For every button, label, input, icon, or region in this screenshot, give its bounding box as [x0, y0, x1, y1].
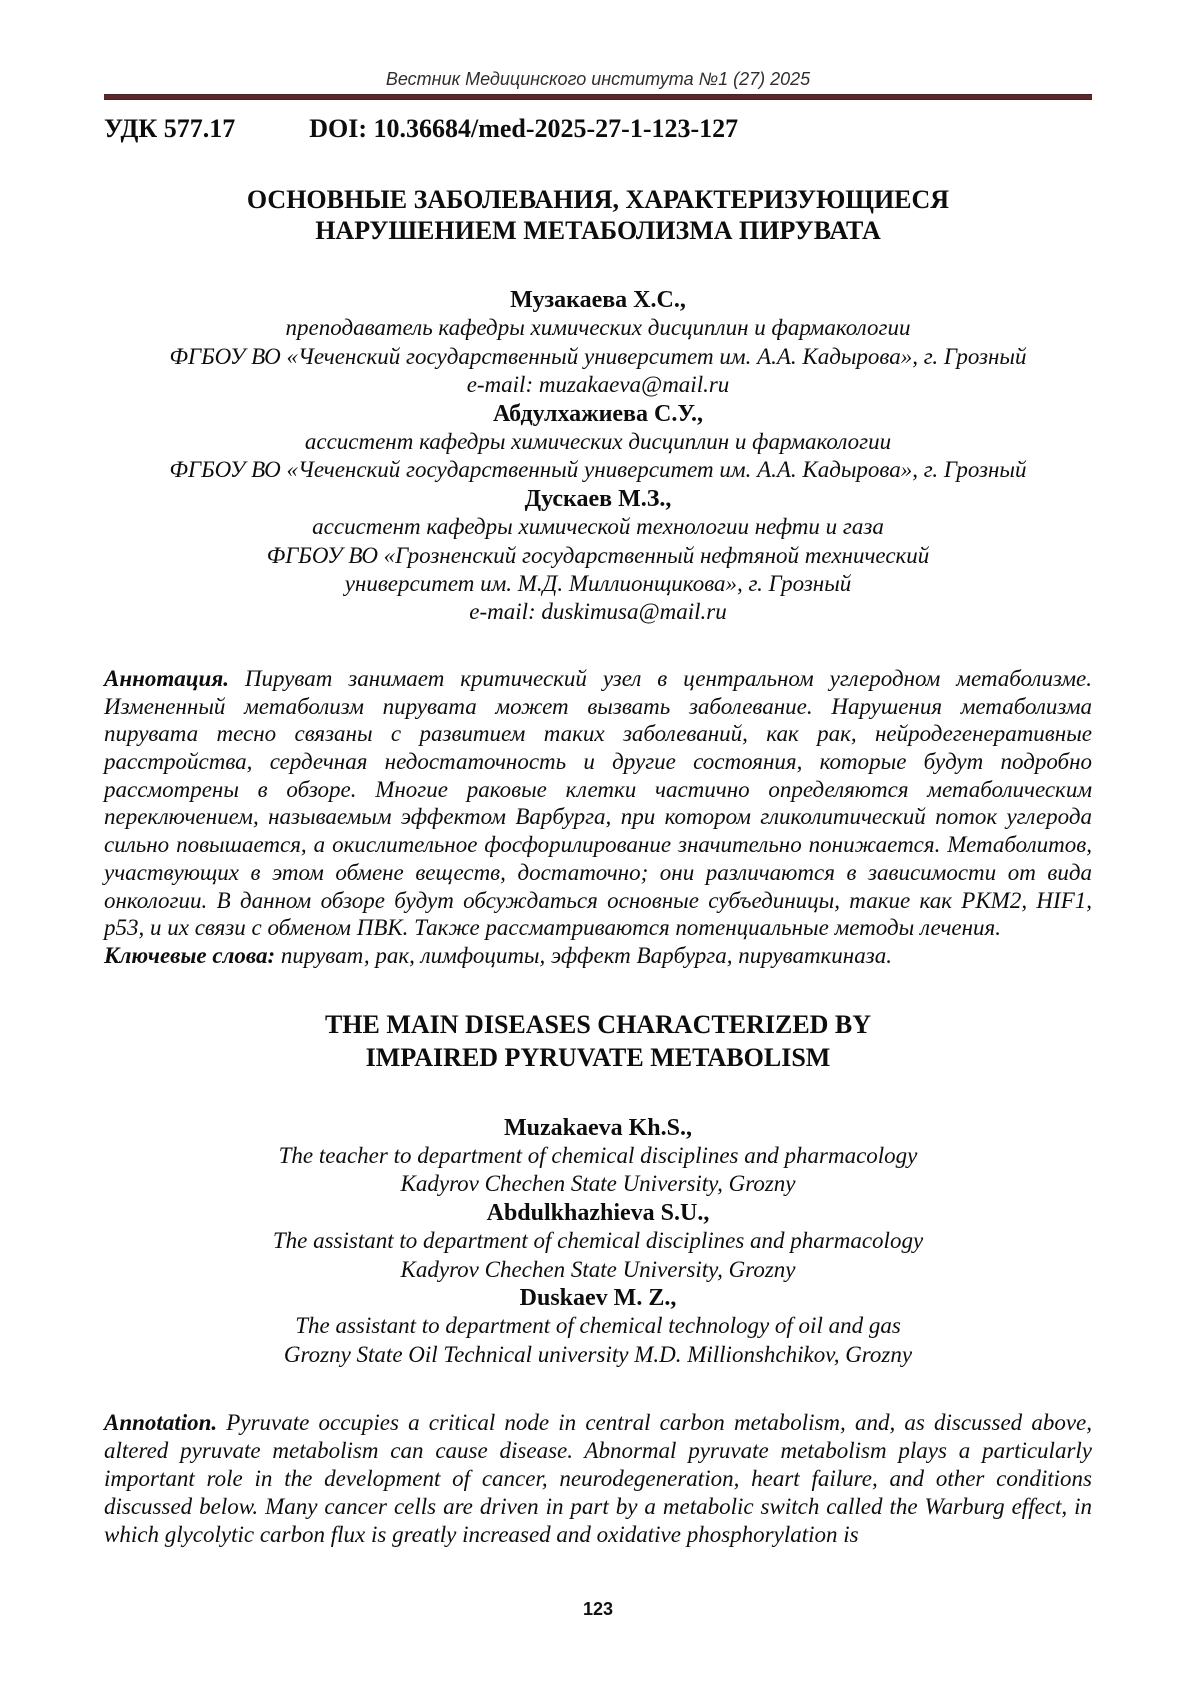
keywords-ru-text: пируват, рак, лимфоциты, эффект Варбурга, пируваткиназа.	[275, 942, 892, 968]
author-name: Abdulkhazhieva S.U.,	[486, 1199, 710, 1226]
author-affiliation: ФГБОУ ВО «Грозненский государственный нефтяной технический	[266, 542, 930, 568]
page-number: 123	[582, 1599, 614, 1619]
author-name: Duskaev M. Z.,	[519, 1285, 677, 1312]
author-affiliation: университет им. М.Д. Миллионщикова», г. Грозный	[344, 571, 852, 597]
keywords-ru	[104, 942, 1092, 970]
abstract-ru-label: Аннотация.	[104, 665, 229, 691]
author-name: Muzakaeva Kh.S.,	[503, 1114, 692, 1141]
author-position: The teacher to department of chemical disciplines and pharmacology	[278, 1143, 918, 1169]
author-affiliation: ФГБОУ ВО «Чеченский государственный университет им. А.А. Кадырова», г. Грозный	[169, 343, 1027, 369]
author-position: The assistant to department of chemical technology of oil and gas	[295, 1313, 901, 1339]
article-title-ru-line1: ОСНОВНЫЕ ЗАБОЛЕВАНИЯ, ХАРАКТЕРИЗУЮЩИЕСЯ	[246, 185, 950, 214]
article-title-ru-line2: НАРУШЕНИЕМ МЕТАБОЛИЗМА ПИРУВАТА	[315, 216, 881, 245]
article-title-en	[104, 1008, 1092, 1074]
journal-header: Вестник Медицинского института №1 (27) 2025	[385, 69, 811, 89]
author-name: Дускаев М.З.,	[524, 485, 672, 512]
doi-label: DOI: 10.36684/med-2025-27-1-123-127	[309, 114, 739, 143]
author-email: e-mail: muzakaeva@mail.ru	[466, 372, 730, 398]
article-title-en-line2: IMPAIRED PYRUVATE METABOLISM	[365, 1042, 831, 1072]
authors-en	[104, 1114, 1092, 1370]
header-rule	[104, 94, 1092, 100]
author-position: ассистент кафедры химических дисциплин и фармакологии	[304, 429, 892, 455]
abstract-en-label: Annotation.	[104, 1410, 218, 1436]
article-title-en-line1: THE MAIN DISEASES CHARACTERIZED BY	[324, 1009, 872, 1039]
author-position: The assistant to department of chemical disciplines and pharmacology	[272, 1228, 924, 1254]
author-name: Музакаева Х.С.,	[510, 287, 686, 313]
keywords-ru-label: Ключевые слова:	[104, 942, 276, 968]
abstract-ru-text: Пируват занимает критический узел в центральном углеродном метаболизме. Измененный метаболизм пирувата может вызвать заболевание. Нарушения метаболизма пирувата тесно связаны с развитием таких заболеваний, как рак, нейродегенеративные расстройства, сердечная недостаточность и другие состояния, которые будут подробно рассмотрены в обзоре. Многие раковые клетки частично определяются метаболическим переключением, называемым эффектом Варбурга, при котором гликолитический поток углерода сильно повышается, а окислительное фосфорилирование значительно понижается. Метаболитов, участвующих в этом обмене веществ, достаточно; они различаются в зависимости от вида онкологии. В данном обзоре будут обсуждаться основные субъединицы, такие как PKM2, HIF1, p53, и их связи с обменом ПВК. Также рассматриваются потенциальные методы лечения.	[104, 665, 1092, 941]
udk-label: УДК 577.17	[104, 114, 236, 143]
author-email: e-mail: duskimusa@mail.ru	[469, 599, 727, 625]
author-affiliation: Kadyrov Chechen State University, Grozny	[400, 1171, 796, 1197]
abstract-ru	[104, 665, 1092, 942]
abstract-en-text: Pyruvate occupies a critical node in central carbon metabolism, and, as discussed above, altered pyruvate metabolism can cause disease. Abnormal pyruvate metabolism plays a particularly important role in the development of cancer, neurodegeneration, heart failure, and other conditions discussed below. Many cancer cells are driven in part by a metabolic switch called the Warburg effect, in which glycolytic carbon flux is greatly increased and oxidative phosphorylation is	[104, 1410, 1092, 1548]
author-affiliation: Grozny State Oil Technical university M.D. Millionshchikov, Grozny	[283, 1341, 913, 1367]
authors-ru	[104, 286, 1092, 627]
article-page	[104, 0, 1092, 1697]
udk-doi-line	[104, 114, 1092, 144]
author-position: ассистент кафедры химической технологии нефти и газа	[312, 514, 884, 540]
article-title-ru	[104, 184, 1092, 246]
author-affiliation: ФГБОУ ВО «Чеченский государственный университет им. А.А. Кадырова», г. Грозный	[169, 457, 1027, 483]
author-name: Абдулхажиева С.У.,	[492, 400, 704, 427]
abstract-en	[104, 1409, 1092, 1549]
author-affiliation: Kadyrov Chechen State University, Grozny	[400, 1256, 796, 1282]
author-position: преподаватель кафедры химических дисциплин и фармакологии	[285, 315, 911, 341]
